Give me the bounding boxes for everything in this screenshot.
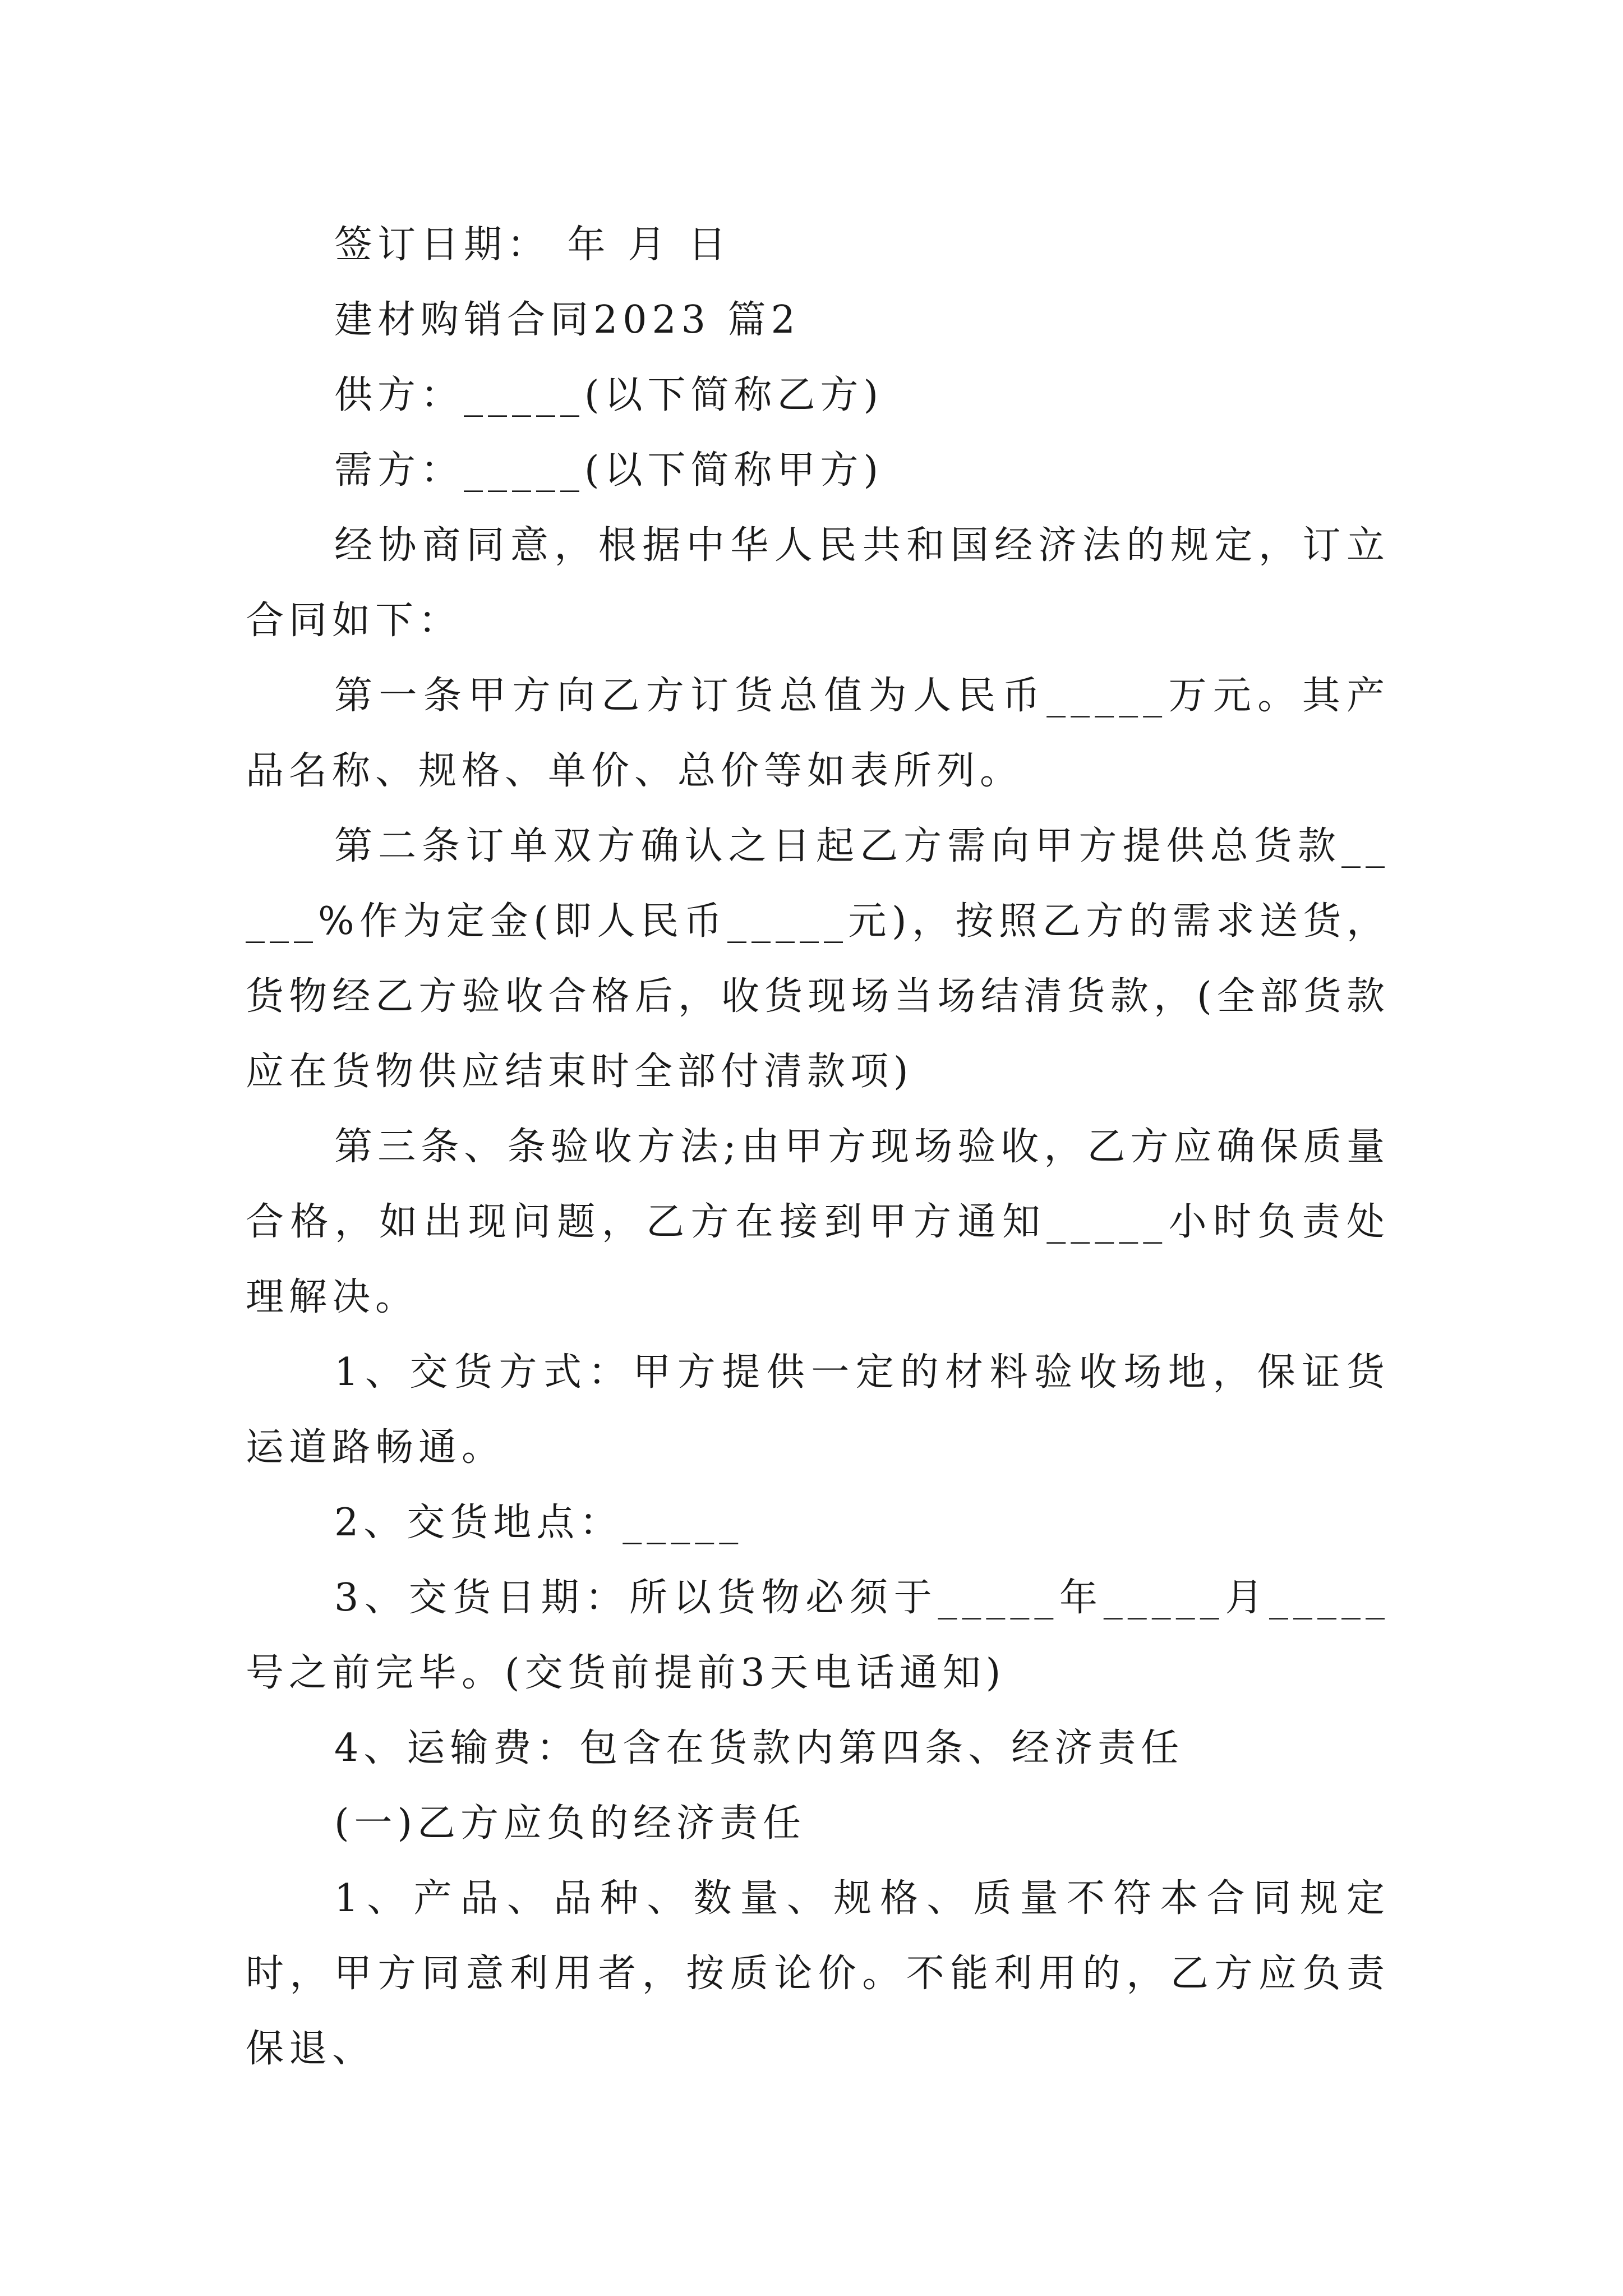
- article-1-paragraph: 第一条甲方向乙方订货总值为人民币_____万元。其产品名称、规格、单价、总价等如表所列。: [246, 674, 1390, 793]
- delivery-date-item: 3、交货日期：所以货物必须于_____年_____月_____号之前完毕。(交货前提前3天电话通知): [246, 1576, 1390, 1695]
- section-title: 建材购销合同2023 篇2: [334, 298, 800, 342]
- delivery-location-item: 2、交货地点：_____: [334, 1501, 744, 1545]
- liability-item-1: 1、产品、品种、数量、规格、质量不符本合同规定时，甲方同意利用者，按质论价。不能利用的，乙方应负责保退、: [246, 1876, 1390, 2071]
- preamble-paragraph: 经协商同意，根据中华人民共和国经济法的规定，订立合同如下：: [246, 523, 1390, 643]
- signing-date-line: 签订日期： 年 月 日: [334, 223, 731, 267]
- buyer-line: 需方：_____(以下简称甲方): [334, 448, 884, 493]
- contract-page: [246, 208, 1390, 2087]
- delivery-method-item: 1、交货方式：甲方提供一定的材料验收场地，保证货运道路畅通。: [246, 1350, 1390, 1470]
- transport-fee-item: 4、运输费：包含在货款内第四条、经济责任: [334, 1726, 1184, 1770]
- article-2-paragraph: 第二条订单双方确认之日起乙方需向甲方提供总货款_____%作为定金(即人民币_____元)，按照乙方的需求送货，货物经乙方验收合格后，收货现场当场结清货款，(全部货款应在货物供应结束时全部付清款项): [246, 824, 1390, 1094]
- liability-subheading: (一)乙方应负的经济责任: [334, 1801, 806, 1846]
- supplier-line: 供方：_____(以下简称乙方): [334, 373, 884, 417]
- article-3-paragraph: 第三条、条验收方法;由甲方现场验收，乙方应确保质量合格，如出现问题，乙方在接到甲方通知_____小时负责处理解决。: [246, 1125, 1390, 1319]
